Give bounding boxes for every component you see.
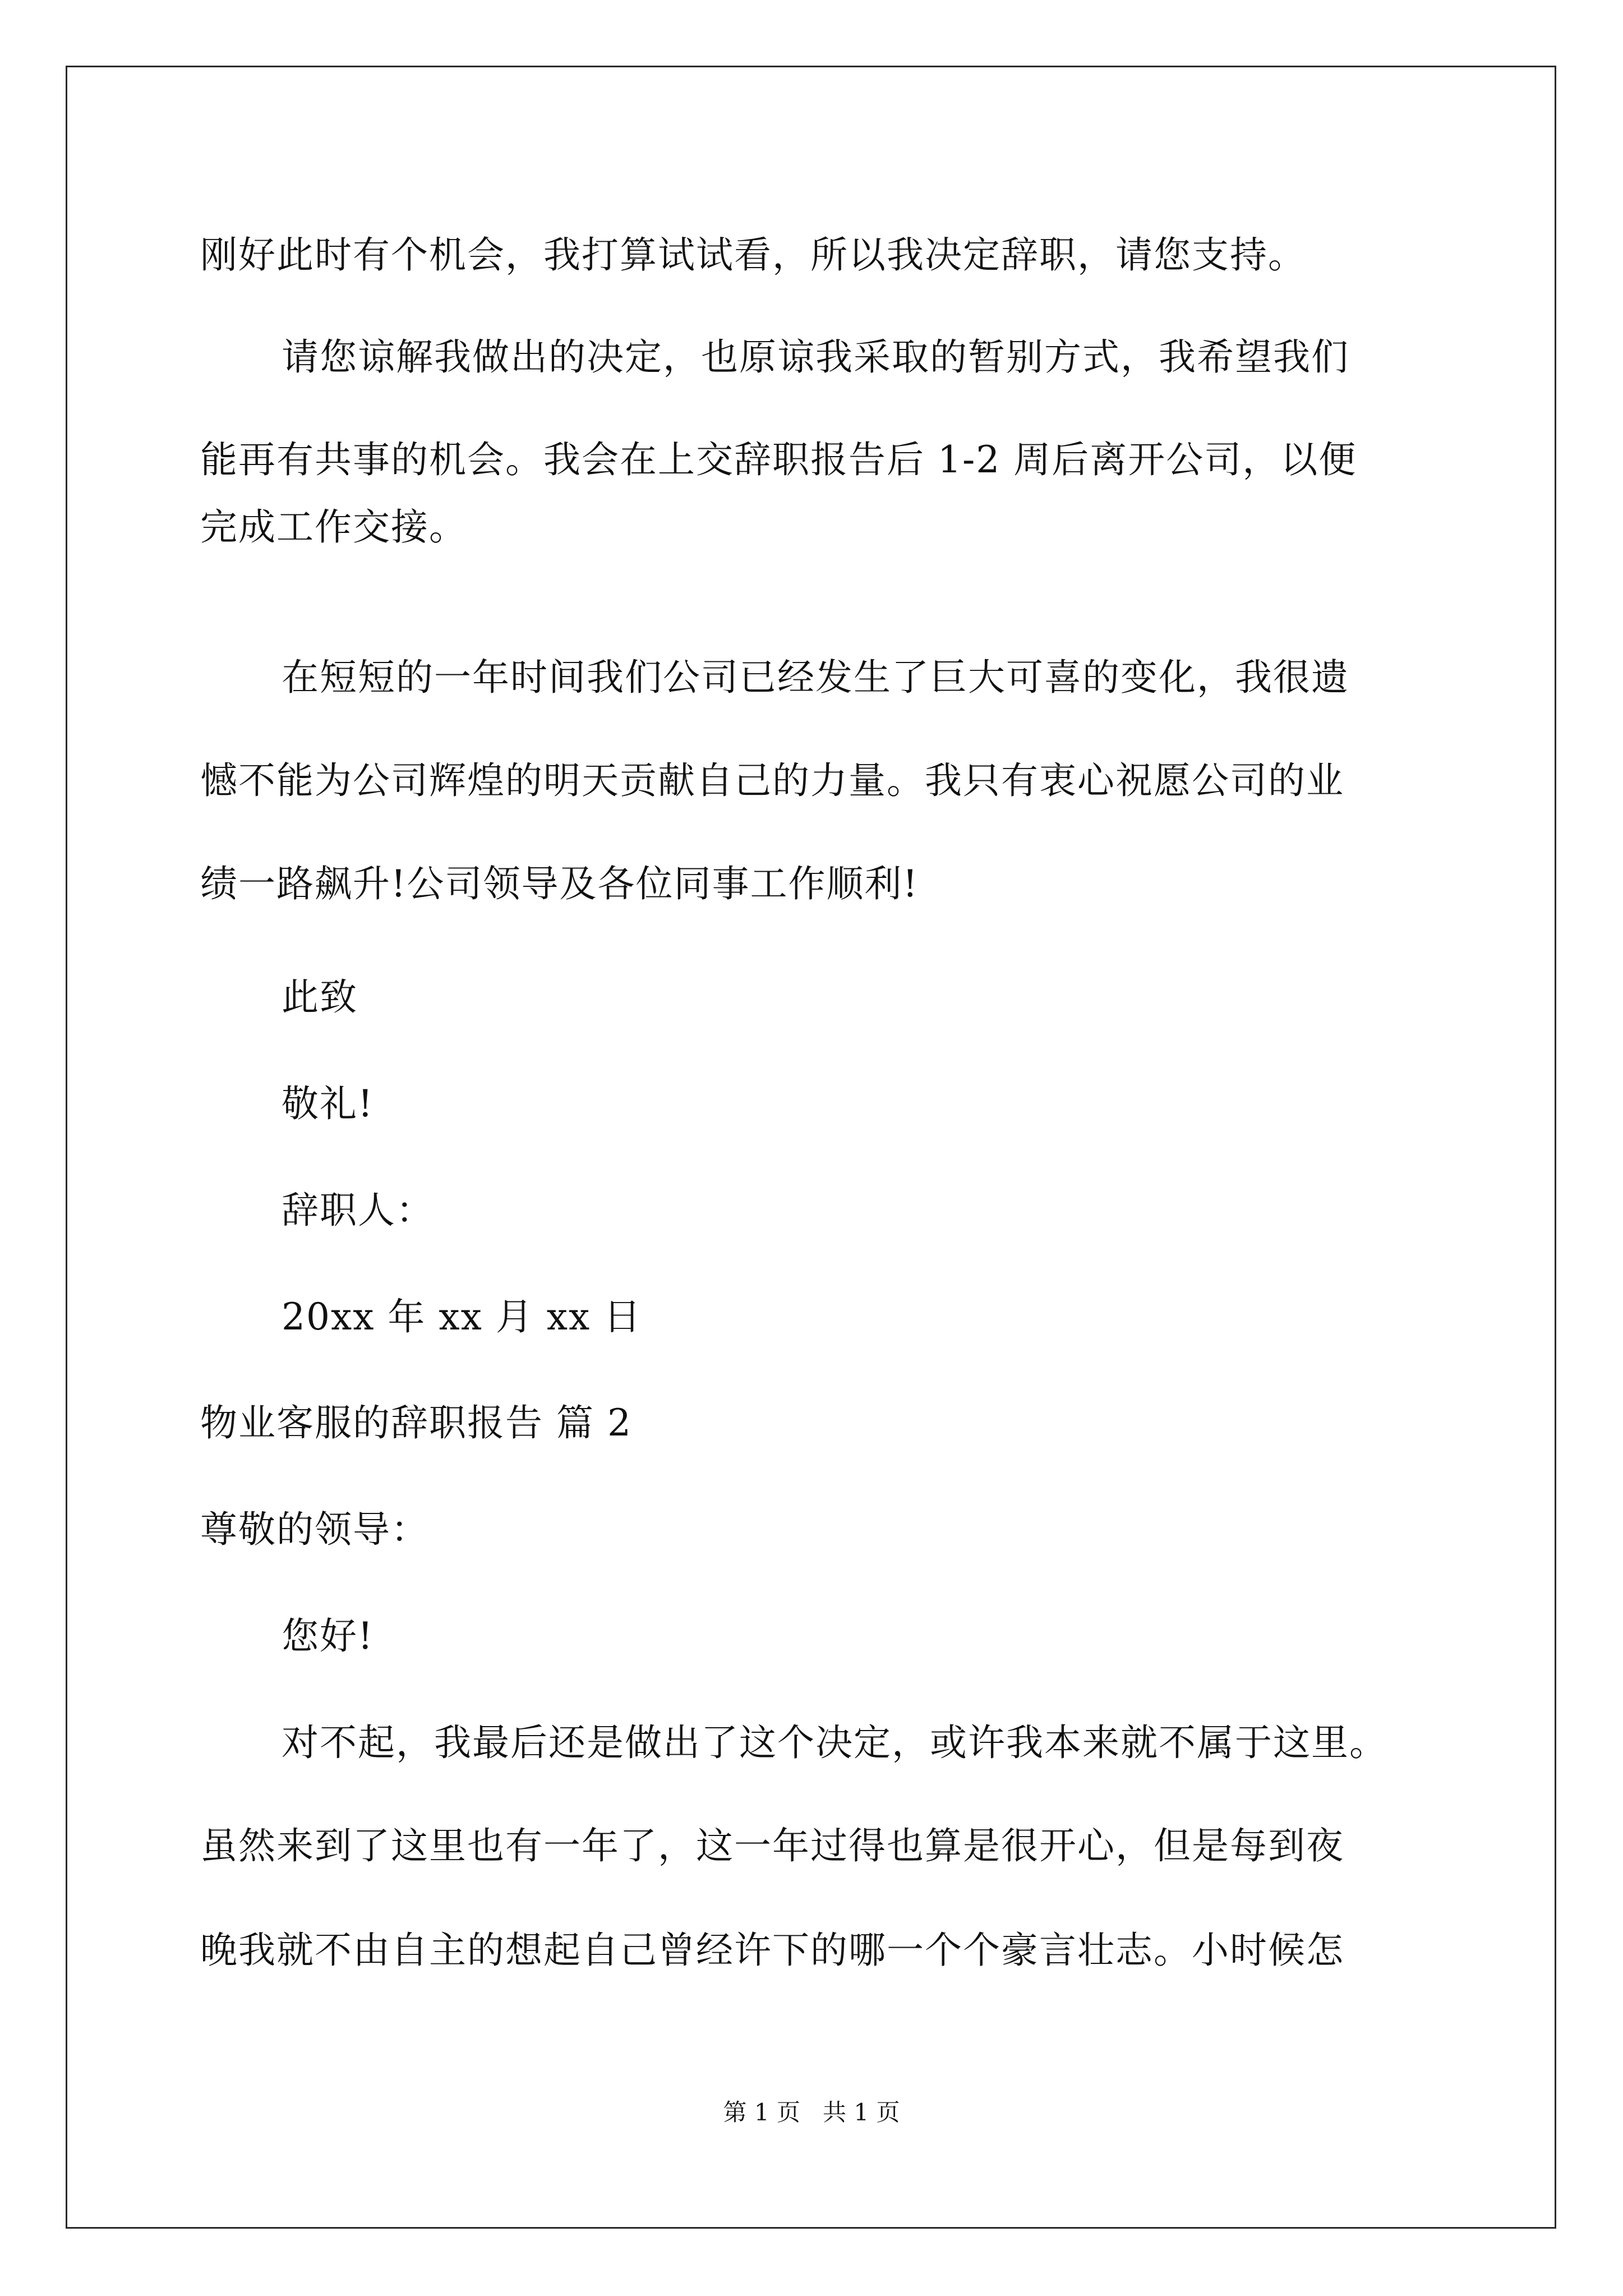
salutation-line: 敬礼!: [282, 1082, 374, 1125]
greeting-line: 您好!: [282, 1614, 374, 1658]
section-heading: 物业客服的辞职报告 篇 2: [200, 1401, 632, 1444]
text-line: 憾不能为公司辉煌的明天贡献自己的力量。我只有衷心祝愿公司的业: [200, 759, 1344, 802]
text-line: 对不起，我最后还是做出了这个决定，或许我本来就不属于这里。: [282, 1721, 1387, 1764]
text-line: 虽然来到了这里也有一年了，这一年过得也算是很开心，但是每到夜: [200, 1824, 1344, 1867]
signature-line: 辞职人：: [282, 1189, 434, 1232]
text-line: 绩一路飙升!公司领导及各位同事工作顺利!: [200, 862, 919, 905]
salutation-line: 此致: [282, 976, 358, 1019]
text-line: 刚好此时有个机会，我打算试试看，所以我决定辞职，请您支持。: [200, 233, 1306, 277]
text-line: 晚我就不由自主的想起自己曾经许下的哪一个个豪言壮志。小时候怎: [200, 1929, 1344, 1972]
text-line: 完成工作交接。: [200, 505, 467, 549]
greeting-line: 尊敬的领导：: [200, 1508, 429, 1551]
text-line: 在短短的一年时间我们公司已经发生了巨大可喜的变化，我很遗: [282, 656, 1349, 699]
page-border: [66, 66, 1556, 2229]
text-line: 能再有共事的机会。我会在上交辞职报告后 1-2 周后离开公司，以便: [200, 438, 1357, 481]
date-line: 20xx 年 xx 月 xx 日: [282, 1295, 642, 1338]
text-line: 请您谅解我做出的决定，也原谅我采取的暂别方式，我希望我们: [282, 335, 1349, 379]
page-footer: 第 1 页 共 1 页: [723, 2099, 900, 2126]
